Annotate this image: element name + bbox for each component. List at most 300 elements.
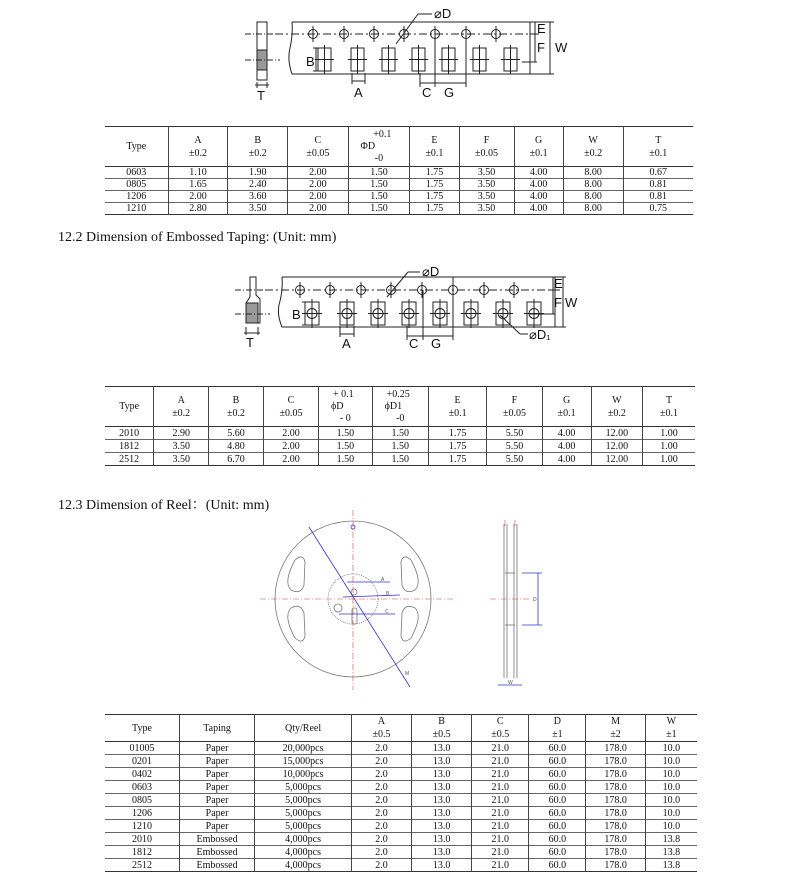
table-cell: 178.0 bbox=[586, 768, 645, 781]
header-name: Taping bbox=[203, 722, 231, 734]
table-cell: 1.75 bbox=[428, 427, 487, 440]
table-cell: 13.8 bbox=[645, 846, 697, 859]
label-t: T bbox=[257, 88, 265, 103]
table-cell: 0603 bbox=[105, 781, 179, 794]
table-cell: 2.0 bbox=[351, 833, 411, 846]
table-cell: 1.75 bbox=[428, 440, 487, 453]
column-header bbox=[105, 715, 179, 742]
table-cell: 4.00 bbox=[542, 453, 591, 466]
table-cell: 0603 bbox=[105, 167, 168, 179]
table-cell: 20,000pcs bbox=[255, 742, 352, 755]
header-name: M bbox=[611, 716, 621, 727]
label-g: G bbox=[444, 85, 455, 100]
table-cell: 2.90 bbox=[154, 427, 209, 440]
table-cell: 2.80 bbox=[168, 203, 228, 215]
label-a: A bbox=[354, 85, 363, 100]
header-name: A bbox=[177, 394, 185, 406]
label-f: F bbox=[554, 295, 562, 310]
table-cell: Embossed bbox=[179, 846, 254, 859]
table-cell: 2.0 bbox=[351, 742, 411, 755]
table-row bbox=[105, 453, 695, 466]
header-tolerance: ±0.05 bbox=[475, 147, 499, 159]
table-cell: Paper bbox=[179, 820, 254, 833]
table-cell: 5,000pcs bbox=[255, 781, 352, 794]
table-cell: Paper bbox=[179, 768, 254, 781]
column-header bbox=[514, 127, 563, 167]
table-cell: 4.80 bbox=[209, 440, 264, 453]
table-row bbox=[105, 191, 693, 203]
table-cell: 21.0 bbox=[472, 833, 529, 846]
table-cell: 1.65 bbox=[168, 179, 228, 191]
table-cell: 3.50 bbox=[459, 167, 514, 179]
header-tolerance: ±1 bbox=[552, 729, 563, 740]
table-cell: 8.00 bbox=[563, 179, 623, 191]
table-cell: 178.0 bbox=[586, 820, 645, 833]
table-cell: 178.0 bbox=[586, 794, 645, 807]
reel-label-b: B bbox=[386, 591, 390, 597]
table-row bbox=[105, 794, 697, 807]
paper-taping-table bbox=[105, 126, 693, 215]
reel-label-c: C bbox=[385, 609, 389, 615]
table-cell: 60.0 bbox=[529, 833, 586, 846]
column-header bbox=[105, 127, 168, 167]
column-header bbox=[459, 127, 514, 167]
table-cell: 5.60 bbox=[209, 427, 264, 440]
header-tolerance: ±0.2 bbox=[248, 147, 267, 159]
table-cell: 21.0 bbox=[472, 859, 529, 872]
table-cell: 4,000pcs bbox=[255, 833, 352, 846]
table-cell: 3.50 bbox=[459, 191, 514, 203]
table-cell: 1.50 bbox=[319, 440, 373, 453]
header-name: F bbox=[483, 134, 490, 146]
table-cell: 21.0 bbox=[472, 820, 529, 833]
table-cell: 13.8 bbox=[645, 859, 697, 872]
table-cell: 1210 bbox=[105, 203, 168, 215]
column-header bbox=[209, 387, 264, 427]
table-cell: 5,000pcs bbox=[255, 820, 352, 833]
table-cell: 13.0 bbox=[412, 859, 472, 872]
table-row bbox=[105, 807, 697, 820]
header-name: G bbox=[535, 134, 543, 146]
header-name: B bbox=[232, 394, 240, 406]
header-tolerance: ±0.2 bbox=[584, 147, 603, 159]
table-cell: Embossed bbox=[179, 859, 254, 872]
table-cell: 21.0 bbox=[472, 794, 529, 807]
column-header bbox=[319, 387, 373, 427]
column-header bbox=[472, 715, 529, 742]
table-cell: 0.75 bbox=[623, 203, 693, 215]
table-cell: 2.0 bbox=[351, 781, 411, 794]
table-cell: 10.0 bbox=[645, 794, 697, 807]
table-cell: 1.75 bbox=[410, 191, 459, 203]
table-cell: 12.00 bbox=[591, 453, 642, 466]
table-cell: 60.0 bbox=[529, 846, 586, 859]
table-cell: 1.90 bbox=[228, 167, 288, 179]
table-cell: Paper bbox=[179, 755, 254, 768]
table-cell: 0.81 bbox=[623, 191, 693, 203]
table-cell: 1812 bbox=[105, 440, 154, 453]
header-name: E bbox=[431, 134, 438, 146]
reel-diagram bbox=[255, 510, 555, 695]
column-header bbox=[542, 387, 591, 427]
table-cell: 3.50 bbox=[154, 440, 209, 453]
column-header bbox=[563, 127, 623, 167]
table-cell: 1.00 bbox=[642, 427, 695, 440]
table-cell: 13.8 bbox=[645, 833, 697, 846]
header-name: ϕD1 bbox=[384, 400, 403, 412]
table-cell: 13.0 bbox=[412, 833, 472, 846]
table-cell: 1.75 bbox=[410, 203, 459, 215]
column-header bbox=[154, 387, 209, 427]
table-cell: 10.0 bbox=[645, 768, 697, 781]
header-tolerance: ±0.05 bbox=[279, 407, 303, 419]
label-g: G bbox=[431, 336, 442, 351]
header-name: Type bbox=[132, 722, 152, 734]
column-header bbox=[288, 127, 348, 167]
table-cell: 5,000pcs bbox=[255, 807, 352, 820]
tolerance-plus: + 0.1 bbox=[333, 388, 354, 400]
header-name: W bbox=[588, 134, 598, 146]
table-cell: 8.00 bbox=[563, 191, 623, 203]
table-cell: 13.0 bbox=[412, 781, 472, 794]
header-name: ΦD bbox=[360, 140, 376, 152]
table-cell: 5.50 bbox=[487, 440, 542, 453]
table-cell: 4.00 bbox=[514, 191, 563, 203]
header-name: E bbox=[454, 394, 461, 406]
table-cell: 1812 bbox=[105, 846, 179, 859]
table-cell: 178.0 bbox=[586, 807, 645, 820]
table-cell: 1.10 bbox=[168, 167, 228, 179]
table-cell: 5.50 bbox=[487, 427, 542, 440]
table-cell: 1.75 bbox=[410, 179, 459, 191]
table-cell: 1.50 bbox=[348, 179, 410, 191]
header-tolerance: ±0.05 bbox=[306, 147, 330, 159]
table-cell: 2.0 bbox=[351, 794, 411, 807]
table-cell: Paper bbox=[179, 794, 254, 807]
label-w: W bbox=[565, 295, 578, 310]
header-tolerance: ±0.1 bbox=[649, 147, 668, 159]
table-cell: 2010 bbox=[105, 833, 179, 846]
table-cell: 1.50 bbox=[319, 427, 373, 440]
table-row bbox=[105, 768, 697, 781]
table-cell: 10.0 bbox=[645, 781, 697, 794]
table-cell: 13.0 bbox=[412, 768, 472, 781]
column-header bbox=[348, 127, 410, 167]
table-cell: 10.0 bbox=[645, 820, 697, 833]
reel-label-w: W bbox=[508, 680, 513, 686]
table-row bbox=[105, 203, 693, 215]
table-cell: 60.0 bbox=[529, 781, 586, 794]
table-cell: 13.0 bbox=[412, 742, 472, 755]
table-cell: 1.00 bbox=[642, 453, 695, 466]
table-cell: 21.0 bbox=[472, 742, 529, 755]
table-row bbox=[105, 179, 693, 191]
header-tolerance: ±0.2 bbox=[188, 147, 207, 159]
header-tolerance: ±0.1 bbox=[557, 407, 576, 419]
table-cell: 2512 bbox=[105, 453, 154, 466]
table-cell: 10.0 bbox=[645, 755, 697, 768]
table-cell: 2.40 bbox=[228, 179, 288, 191]
dimension-m-line bbox=[309, 527, 410, 687]
header-tolerance: ±2 bbox=[610, 729, 621, 740]
header-name: C bbox=[314, 134, 322, 146]
table-cell: Paper bbox=[179, 781, 254, 794]
table-cell: 3.50 bbox=[459, 179, 514, 191]
table-cell: 10,000pcs bbox=[255, 768, 352, 781]
reel-window bbox=[288, 557, 305, 592]
table-cell: 1.50 bbox=[348, 191, 410, 203]
table-cell: 1210 bbox=[105, 820, 179, 833]
label-e: E bbox=[554, 276, 563, 291]
header-name: C bbox=[496, 716, 504, 727]
table-cell: 2.0 bbox=[351, 846, 411, 859]
header-name: A bbox=[194, 134, 202, 146]
paper-taping-diagram bbox=[240, 0, 580, 105]
table-cell: 60.0 bbox=[529, 859, 586, 872]
table-cell: 2.00 bbox=[263, 440, 318, 453]
table-row bbox=[105, 846, 697, 859]
table-row bbox=[105, 820, 697, 833]
table-row bbox=[105, 167, 693, 179]
embossed-section-title: 12.2 Dimension of Embossed Taping: (Unit: mm) bbox=[58, 230, 337, 245]
header-name: D bbox=[553, 716, 562, 727]
table-cell: 178.0 bbox=[586, 781, 645, 794]
embossed-taping-table bbox=[105, 386, 695, 466]
table-cell: 2.00 bbox=[288, 191, 348, 203]
header-tolerance: ±0.1 bbox=[659, 407, 678, 419]
table-cell: 1.75 bbox=[428, 453, 487, 466]
table-cell: 0201 bbox=[105, 755, 179, 768]
table-row bbox=[105, 427, 695, 440]
table-cell: 13.0 bbox=[412, 846, 472, 859]
table-cell: 2.00 bbox=[288, 167, 348, 179]
table-cell: 13.0 bbox=[412, 755, 472, 768]
header-tolerance: ±0.5 bbox=[491, 729, 510, 740]
table-cell: 13.0 bbox=[412, 807, 472, 820]
table-cell: 3.50 bbox=[228, 203, 288, 215]
reel-section-title: 12.3 Dimension of Reel：(Unit: mm) bbox=[58, 498, 270, 513]
table-cell: 13.0 bbox=[412, 820, 472, 833]
header-name: Type bbox=[119, 401, 140, 412]
tolerance-minus: -0 bbox=[396, 412, 405, 424]
table-cell: Paper bbox=[179, 807, 254, 820]
table-row bbox=[105, 859, 697, 872]
header-name: B bbox=[438, 716, 445, 727]
header-tolerance: ±0.2 bbox=[607, 407, 626, 419]
table-cell: 21.0 bbox=[472, 807, 529, 820]
table-cell: 60.0 bbox=[529, 755, 586, 768]
table-cell: 1.50 bbox=[348, 167, 410, 179]
header-name: B bbox=[254, 134, 262, 146]
column-header bbox=[642, 387, 695, 427]
table-cell: Embossed bbox=[179, 833, 254, 846]
column-header bbox=[428, 387, 487, 427]
table-cell: 8.00 bbox=[563, 203, 623, 215]
column-header bbox=[412, 715, 472, 742]
table-cell: 1.00 bbox=[642, 440, 695, 453]
column-header bbox=[645, 715, 697, 742]
table-cell: 1.50 bbox=[372, 427, 428, 440]
table-cell: 1.50 bbox=[372, 440, 428, 453]
column-header bbox=[179, 715, 254, 742]
label-t: T bbox=[246, 335, 254, 350]
column-header bbox=[168, 127, 228, 167]
table-cell: 2.0 bbox=[351, 755, 411, 768]
table-cell: 01005 bbox=[105, 742, 179, 755]
header-name: Qty/Reel bbox=[285, 722, 322, 734]
table-cell: 60.0 bbox=[529, 807, 586, 820]
label-a: A bbox=[342, 336, 351, 351]
table-cell: 4.00 bbox=[514, 203, 563, 215]
table-cell: 21.0 bbox=[472, 781, 529, 794]
label-d: ⌀D bbox=[434, 6, 452, 21]
label-c: C bbox=[422, 85, 432, 100]
header-name: W bbox=[612, 394, 622, 406]
tolerance-plus: +0.1 bbox=[373, 128, 392, 140]
table-cell: 15,000pcs bbox=[255, 755, 352, 768]
embossed-taping-diagram bbox=[230, 255, 580, 355]
table-cell: 1.50 bbox=[319, 453, 373, 466]
table-cell: 178.0 bbox=[586, 742, 645, 755]
table-cell: 60.0 bbox=[529, 794, 586, 807]
table-cell: 60.0 bbox=[529, 742, 586, 755]
header-tolerance: ±0.05 bbox=[502, 407, 526, 419]
table-row bbox=[105, 781, 697, 794]
header-name: F bbox=[511, 394, 518, 406]
table-cell: 2.00 bbox=[168, 191, 228, 203]
table-cell: 4.00 bbox=[514, 179, 563, 191]
header-name: T bbox=[655, 134, 662, 146]
table-cell: 2.0 bbox=[351, 820, 411, 833]
table-cell: 178.0 bbox=[586, 859, 645, 872]
table-cell: 21.0 bbox=[472, 846, 529, 859]
table-cell: 178.0 bbox=[586, 833, 645, 846]
table-cell: 10.0 bbox=[645, 742, 697, 755]
column-header bbox=[586, 715, 645, 742]
table-cell: 60.0 bbox=[529, 768, 586, 781]
table-cell: 0402 bbox=[105, 768, 179, 781]
table-header-row bbox=[105, 387, 695, 427]
table-cell: 3.50 bbox=[459, 203, 514, 215]
header-name: A bbox=[377, 716, 386, 727]
reel-table bbox=[105, 714, 697, 872]
table-cell: 2.0 bbox=[351, 807, 411, 820]
column-header bbox=[410, 127, 459, 167]
header-tolerance: ±0.2 bbox=[227, 407, 245, 419]
label-d1: ⌀D₁ bbox=[529, 327, 551, 342]
table-cell: 0805 bbox=[105, 179, 168, 191]
table-cell: 4.00 bbox=[514, 167, 563, 179]
column-header bbox=[255, 715, 352, 742]
table-cell: 4,000pcs bbox=[255, 859, 352, 872]
table-cell: 12.00 bbox=[591, 427, 642, 440]
table-row bbox=[105, 440, 695, 453]
column-header bbox=[228, 127, 288, 167]
column-header bbox=[105, 387, 154, 427]
label-w: W bbox=[555, 40, 568, 55]
table-cell: 2.0 bbox=[351, 859, 411, 872]
table-cell: 12.00 bbox=[591, 440, 642, 453]
table-row bbox=[105, 742, 697, 755]
table-row bbox=[105, 833, 697, 846]
header-tolerance: ±0.1 bbox=[529, 147, 548, 159]
table-cell: 0.81 bbox=[623, 179, 693, 191]
column-header bbox=[529, 715, 586, 742]
table-cell: 5.50 bbox=[487, 453, 542, 466]
reel-label-a: A bbox=[381, 577, 385, 583]
label-c: C bbox=[409, 336, 419, 351]
reel-label-m: M bbox=[405, 671, 410, 677]
header-tolerance: ±0.1 bbox=[425, 147, 444, 159]
table-cell: 5,000pcs bbox=[255, 794, 352, 807]
label-f: F bbox=[537, 40, 545, 55]
table-cell: 2.0 bbox=[351, 768, 411, 781]
table-cell: 13.0 bbox=[412, 794, 472, 807]
label-d: ⌀D bbox=[422, 264, 440, 279]
header-tolerance: ±0.2 bbox=[172, 407, 191, 419]
table-cell: 60.0 bbox=[529, 820, 586, 833]
column-header bbox=[351, 715, 411, 742]
header-name: C bbox=[287, 394, 295, 406]
tolerance-minus: -0 bbox=[374, 152, 384, 164]
table-header-row bbox=[105, 715, 697, 742]
table-cell: 2.00 bbox=[263, 427, 318, 440]
table-cell: 4.00 bbox=[542, 440, 591, 453]
tolerance-minus: - 0 bbox=[339, 412, 351, 424]
label-b: B bbox=[292, 307, 301, 322]
tolerance-plus: +0.25 bbox=[386, 388, 410, 400]
column-header bbox=[372, 387, 428, 427]
table-cell: 4,000pcs bbox=[255, 846, 352, 859]
table-cell: 1.50 bbox=[348, 203, 410, 215]
table-cell: 3.50 bbox=[154, 453, 209, 466]
header-tolerance: ±1 bbox=[666, 729, 677, 740]
table-cell: 21.0 bbox=[472, 755, 529, 768]
table-cell: 21.0 bbox=[472, 768, 529, 781]
header-tolerance: ±0.1 bbox=[448, 407, 467, 419]
column-header bbox=[591, 387, 642, 427]
table-cell: Paper bbox=[179, 742, 254, 755]
header-tolerance: ±0.5 bbox=[372, 729, 391, 740]
table-cell: 1.75 bbox=[410, 167, 459, 179]
table-header-row bbox=[105, 127, 693, 167]
table-cell: 0805 bbox=[105, 794, 179, 807]
header-tolerance: ±0.5 bbox=[432, 729, 451, 740]
table-row bbox=[105, 755, 697, 768]
label-e: E bbox=[537, 21, 546, 36]
header-name: T bbox=[665, 394, 673, 406]
table-cell: 1.50 bbox=[372, 453, 428, 466]
table-cell: 10.0 bbox=[645, 807, 697, 820]
table-cell: 2.00 bbox=[263, 453, 318, 466]
table-cell: 1206 bbox=[105, 191, 168, 203]
header-name: W bbox=[666, 716, 677, 727]
table-cell: 2010 bbox=[105, 427, 154, 440]
table-cell: 2.00 bbox=[288, 179, 348, 191]
table-cell: 178.0 bbox=[586, 846, 645, 859]
table-cell: 3.60 bbox=[228, 191, 288, 203]
column-header bbox=[487, 387, 542, 427]
table-cell: 6.70 bbox=[209, 453, 264, 466]
label-b: B bbox=[306, 54, 315, 69]
column-header bbox=[623, 127, 693, 167]
header-name: ϕD bbox=[331, 400, 344, 412]
table-cell: 178.0 bbox=[586, 755, 645, 768]
table-cell: 2512 bbox=[105, 859, 179, 872]
table-cell: 8.00 bbox=[563, 167, 623, 179]
header-name: G bbox=[562, 394, 571, 406]
column-header bbox=[263, 387, 318, 427]
